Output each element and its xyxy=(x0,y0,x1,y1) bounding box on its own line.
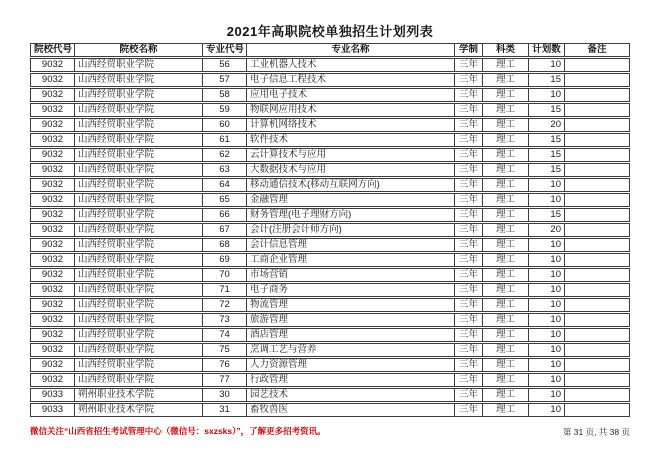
cell-remarks xyxy=(564,178,630,192)
cell-plan_count: 15 xyxy=(528,148,564,162)
cell-category: 理工 xyxy=(482,403,528,417)
cell-major_name: 软件技术 xyxy=(246,133,454,147)
cell-plan_count: 10 xyxy=(528,193,564,207)
column-header-category: 科类 xyxy=(482,43,528,57)
cell-college_code: 9032 xyxy=(30,133,74,147)
cell-plan_count: 10 xyxy=(528,328,564,342)
cell-remarks xyxy=(564,88,630,102)
cell-major_name: 移动通信技术(移动互联网方向) xyxy=(246,178,454,192)
cell-major_code: 77 xyxy=(202,373,246,387)
table-row xyxy=(30,88,630,102)
cell-duration: 三年 xyxy=(454,208,482,222)
cell-major_name: 应用电子技术 xyxy=(246,88,454,102)
cell-college_name: 山西经贸职业学院 xyxy=(74,358,202,372)
cell-category: 理工 xyxy=(482,253,528,267)
cell-category: 理工 xyxy=(482,328,528,342)
cell-major_name: 云计算技术与应用 xyxy=(246,148,454,162)
cell-duration: 三年 xyxy=(454,103,482,117)
cell-remarks xyxy=(564,373,630,387)
cell-duration: 三年 xyxy=(454,328,482,342)
table-header-row xyxy=(30,43,630,57)
cell-major_name: 工业机器人技术 xyxy=(246,58,454,72)
cell-remarks xyxy=(564,358,630,372)
cell-major_name: 人力资源管理 xyxy=(246,358,454,372)
cell-plan_count: 10 xyxy=(528,343,564,357)
cell-major_name: 电子信息工程技术 xyxy=(246,73,454,87)
cell-major_name: 行政管理 xyxy=(246,373,454,387)
cell-duration: 三年 xyxy=(454,58,482,72)
cell-category: 理工 xyxy=(482,148,528,162)
table-row xyxy=(30,253,630,267)
cell-plan_count: 10 xyxy=(528,373,564,387)
cell-duration: 三年 xyxy=(454,343,482,357)
cell-category: 理工 xyxy=(482,283,528,297)
cell-college_code: 9032 xyxy=(30,343,74,357)
cell-major_code: 61 xyxy=(202,133,246,147)
cell-remarks xyxy=(564,208,630,222)
cell-college_code: 9032 xyxy=(30,103,74,117)
cell-remarks xyxy=(564,253,630,267)
cell-college_name: 山西经贸职业学院 xyxy=(74,148,202,162)
cell-college_code: 9032 xyxy=(30,163,74,177)
cell-category: 理工 xyxy=(482,88,528,102)
cell-college_code: 9032 xyxy=(30,253,74,267)
cell-plan_count: 10 xyxy=(528,403,564,417)
column-header-plan_count: 计划数 xyxy=(528,43,564,57)
cell-major_name: 市场营销 xyxy=(246,268,454,282)
cell-major_name: 金融管理 xyxy=(246,193,454,207)
cell-college_name: 朔州职业技术学院 xyxy=(74,388,202,402)
cell-duration: 三年 xyxy=(454,313,482,327)
cell-college_code: 9032 xyxy=(30,313,74,327)
cell-college_code: 9033 xyxy=(30,388,74,402)
cell-college_name: 山西经贸职业学院 xyxy=(74,298,202,312)
table-row xyxy=(30,133,630,147)
enrollment-plan-table xyxy=(30,42,630,418)
cell-duration: 三年 xyxy=(454,163,482,177)
cell-duration: 三年 xyxy=(454,268,482,282)
cell-remarks xyxy=(564,148,630,162)
cell-major_code: 67 xyxy=(202,223,246,237)
cell-college_code: 9032 xyxy=(30,223,74,237)
cell-remarks xyxy=(564,163,630,177)
cell-college_code: 9032 xyxy=(30,208,74,222)
cell-major_code: 73 xyxy=(202,313,246,327)
cell-duration: 三年 xyxy=(454,88,482,102)
cell-college_name: 山西经贸职业学院 xyxy=(74,343,202,357)
table-row xyxy=(30,328,630,342)
cell-remarks xyxy=(564,58,630,72)
cell-remarks xyxy=(564,73,630,87)
cell-college_name: 山西经贸职业学院 xyxy=(74,328,202,342)
table-row xyxy=(30,193,630,207)
cell-major_name: 物联网应用技术 xyxy=(246,103,454,117)
cell-college_name: 山西经贸职业学院 xyxy=(74,283,202,297)
cell-major_code: 68 xyxy=(202,238,246,252)
cell-major_code: 63 xyxy=(202,163,246,177)
cell-plan_count: 10 xyxy=(528,253,564,267)
cell-major_name: 大数据技术与应用 xyxy=(246,163,454,177)
cell-plan_count: 10 xyxy=(528,238,564,252)
cell-category: 理工 xyxy=(482,343,528,357)
cell-major_code: 30 xyxy=(202,388,246,402)
cell-plan_count: 10 xyxy=(528,58,564,72)
cell-major_name: 财务管理(电子理财方向) xyxy=(246,208,454,222)
cell-major_name: 旅游管理 xyxy=(246,313,454,327)
cell-major_code: 60 xyxy=(202,118,246,132)
cell-plan_count: 15 xyxy=(528,163,564,177)
cell-college_name: 山西经贸职业学院 xyxy=(74,103,202,117)
cell-category: 理工 xyxy=(482,133,528,147)
cell-remarks xyxy=(564,283,630,297)
column-header-college_name: 院校名称 xyxy=(74,43,202,57)
cell-duration: 三年 xyxy=(454,223,482,237)
cell-plan_count: 15 xyxy=(528,103,564,117)
cell-college_code: 9032 xyxy=(30,298,74,312)
cell-duration: 三年 xyxy=(454,178,482,192)
cell-major_name: 电子商务 xyxy=(246,283,454,297)
cell-plan_count: 10 xyxy=(528,388,564,402)
table-row xyxy=(30,283,630,297)
cell-duration: 三年 xyxy=(454,298,482,312)
table-row xyxy=(30,148,630,162)
cell-college_code: 9032 xyxy=(30,58,74,72)
cell-category: 理工 xyxy=(482,373,528,387)
table-row xyxy=(30,208,630,222)
table-row xyxy=(30,73,630,87)
table-row xyxy=(30,313,630,327)
cell-major_name: 物流管理 xyxy=(246,298,454,312)
cell-remarks xyxy=(564,343,630,357)
cell-duration: 三年 xyxy=(454,283,482,297)
table-row xyxy=(30,358,630,372)
cell-major_name: 园艺技术 xyxy=(246,388,454,402)
cell-remarks xyxy=(564,133,630,147)
cell-college_code: 9032 xyxy=(30,373,74,387)
cell-college_name: 山西经贸职业学院 xyxy=(74,133,202,147)
cell-major_name: 计算机网络技术 xyxy=(246,118,454,132)
cell-plan_count: 10 xyxy=(528,178,564,192)
cell-college_code: 9032 xyxy=(30,238,74,252)
cell-college_name: 山西经贸职业学院 xyxy=(74,208,202,222)
column-header-major_name: 专业名称 xyxy=(246,43,454,57)
cell-duration: 三年 xyxy=(454,253,482,267)
cell-duration: 三年 xyxy=(454,373,482,387)
table-row xyxy=(30,403,630,417)
cell-major_name: 会计(注册会计师方向) xyxy=(246,223,454,237)
cell-major_code: 76 xyxy=(202,358,246,372)
cell-duration: 三年 xyxy=(454,118,482,132)
table-row xyxy=(30,373,630,387)
cell-category: 理工 xyxy=(482,118,528,132)
cell-category: 理工 xyxy=(482,313,528,327)
cell-major_code: 59 xyxy=(202,103,246,117)
cell-major_name: 工商企业管理 xyxy=(246,253,454,267)
cell-major_code: 75 xyxy=(202,343,246,357)
cell-remarks xyxy=(564,118,630,132)
cell-duration: 三年 xyxy=(454,403,482,417)
table-row xyxy=(30,118,630,132)
table-row xyxy=(30,238,630,252)
column-header-remarks: 备注 xyxy=(564,43,630,57)
cell-major_code: 74 xyxy=(202,328,246,342)
cell-major_code: 71 xyxy=(202,283,246,297)
cell-major_code: 62 xyxy=(202,148,246,162)
cell-remarks xyxy=(564,313,630,327)
cell-college_name: 朔州职业技术学院 xyxy=(74,403,202,417)
cell-major_name: 畜牧兽医 xyxy=(246,403,454,417)
cell-plan_count: 20 xyxy=(528,223,564,237)
cell-major_code: 70 xyxy=(202,268,246,282)
cell-major_code: 69 xyxy=(202,253,246,267)
cell-major_code: 66 xyxy=(202,208,246,222)
cell-category: 理工 xyxy=(482,208,528,222)
cell-category: 理工 xyxy=(482,268,528,282)
cell-remarks xyxy=(564,223,630,237)
cell-plan_count: 15 xyxy=(528,73,564,87)
cell-category: 理工 xyxy=(482,163,528,177)
cell-duration: 三年 xyxy=(454,358,482,372)
cell-major_name: 会计信息管理 xyxy=(246,238,454,252)
cell-major_code: 56 xyxy=(202,58,246,72)
cell-remarks xyxy=(564,403,630,417)
cell-plan_count: 20 xyxy=(528,118,564,132)
cell-remarks xyxy=(564,103,630,117)
table-row xyxy=(30,268,630,282)
cell-category: 理工 xyxy=(482,73,528,87)
cell-college_code: 9032 xyxy=(30,148,74,162)
cell-college_name: 山西经贸职业学院 xyxy=(74,223,202,237)
cell-category: 理工 xyxy=(482,223,528,237)
cell-duration: 三年 xyxy=(454,148,482,162)
cell-remarks xyxy=(564,298,630,312)
table-row xyxy=(30,163,630,177)
cell-college_code: 9032 xyxy=(30,193,74,207)
cell-remarks xyxy=(564,193,630,207)
cell-college_name: 山西经贸职业学院 xyxy=(74,253,202,267)
cell-college_code: 9032 xyxy=(30,268,74,282)
cell-college_name: 山西经贸职业学院 xyxy=(74,313,202,327)
cell-major_name: 烹调工艺与营养 xyxy=(246,343,454,357)
cell-major_code: 58 xyxy=(202,88,246,102)
cell-duration: 三年 xyxy=(454,238,482,252)
cell-plan_count: 10 xyxy=(528,268,564,282)
cell-category: 理工 xyxy=(482,178,528,192)
cell-college_name: 山西经贸职业学院 xyxy=(74,178,202,192)
cell-college_name: 山西经贸职业学院 xyxy=(74,373,202,387)
cell-college_code: 9032 xyxy=(30,358,74,372)
cell-major_name: 酒店管理 xyxy=(246,328,454,342)
cell-remarks xyxy=(564,238,630,252)
table-row xyxy=(30,223,630,237)
cell-college_code: 9033 xyxy=(30,403,74,417)
cell-category: 理工 xyxy=(482,193,528,207)
cell-college_name: 山西经贸职业学院 xyxy=(74,73,202,87)
column-header-college_code: 院校代号 xyxy=(30,43,74,57)
cell-college_code: 9032 xyxy=(30,88,74,102)
cell-plan_count: 10 xyxy=(528,313,564,327)
cell-plan_count: 15 xyxy=(528,133,564,147)
page-title: 2021年高职院校单独招生计划列表 xyxy=(226,24,434,39)
page-number-text: 第 31 页, 共 38 页 xyxy=(562,427,630,437)
cell-plan_count: 10 xyxy=(528,358,564,372)
cell-plan_count: 15 xyxy=(528,208,564,222)
table-row xyxy=(30,178,630,192)
cell-duration: 三年 xyxy=(454,73,482,87)
cell-college_name: 山西经贸职业学院 xyxy=(74,58,202,72)
cell-college_name: 山西经贸职业学院 xyxy=(74,163,202,177)
cell-college_code: 9032 xyxy=(30,178,74,192)
cell-college_name: 山西经贸职业学院 xyxy=(74,193,202,207)
cell-college_code: 9032 xyxy=(30,283,74,297)
cell-college_code: 9032 xyxy=(30,73,74,87)
cell-major_code: 64 xyxy=(202,178,246,192)
cell-college_name: 山西经贸职业学院 xyxy=(74,118,202,132)
cell-college_name: 山西经贸职业学院 xyxy=(74,238,202,252)
cell-college_name: 山西经贸职业学院 xyxy=(74,268,202,282)
cell-category: 理工 xyxy=(482,58,528,72)
cell-category: 理工 xyxy=(482,388,528,402)
table-row xyxy=(30,388,630,402)
cell-category: 理工 xyxy=(482,358,528,372)
cell-remarks xyxy=(564,268,630,282)
cell-category: 理工 xyxy=(482,238,528,252)
column-header-major_code: 专业代号 xyxy=(202,43,246,57)
table-row xyxy=(30,343,630,357)
cell-plan_count: 10 xyxy=(528,88,564,102)
cell-remarks xyxy=(564,388,630,402)
cell-college_code: 9032 xyxy=(30,118,74,132)
wechat-notice-text: 微信关注“山西省招生考试管理中心（微信号：sxzsks）”，了解更多招考资讯。 xyxy=(30,426,326,436)
cell-college_name: 山西经贸职业学院 xyxy=(74,88,202,102)
cell-category: 理工 xyxy=(482,298,528,312)
cell-major_code: 72 xyxy=(202,298,246,312)
cell-major_code: 57 xyxy=(202,73,246,87)
cell-duration: 三年 xyxy=(454,388,482,402)
cell-major_code: 31 xyxy=(202,403,246,417)
table-row xyxy=(30,103,630,117)
cell-plan_count: 10 xyxy=(528,298,564,312)
cell-category: 理工 xyxy=(482,103,528,117)
table-row xyxy=(30,298,630,312)
cell-major_code: 65 xyxy=(202,193,246,207)
column-header-duration: 学制 xyxy=(454,43,482,57)
cell-remarks xyxy=(564,328,630,342)
table-row xyxy=(30,58,630,72)
cell-duration: 三年 xyxy=(454,133,482,147)
cell-plan_count: 10 xyxy=(528,283,564,297)
cell-college_code: 9032 xyxy=(30,328,74,342)
cell-duration: 三年 xyxy=(454,193,482,207)
